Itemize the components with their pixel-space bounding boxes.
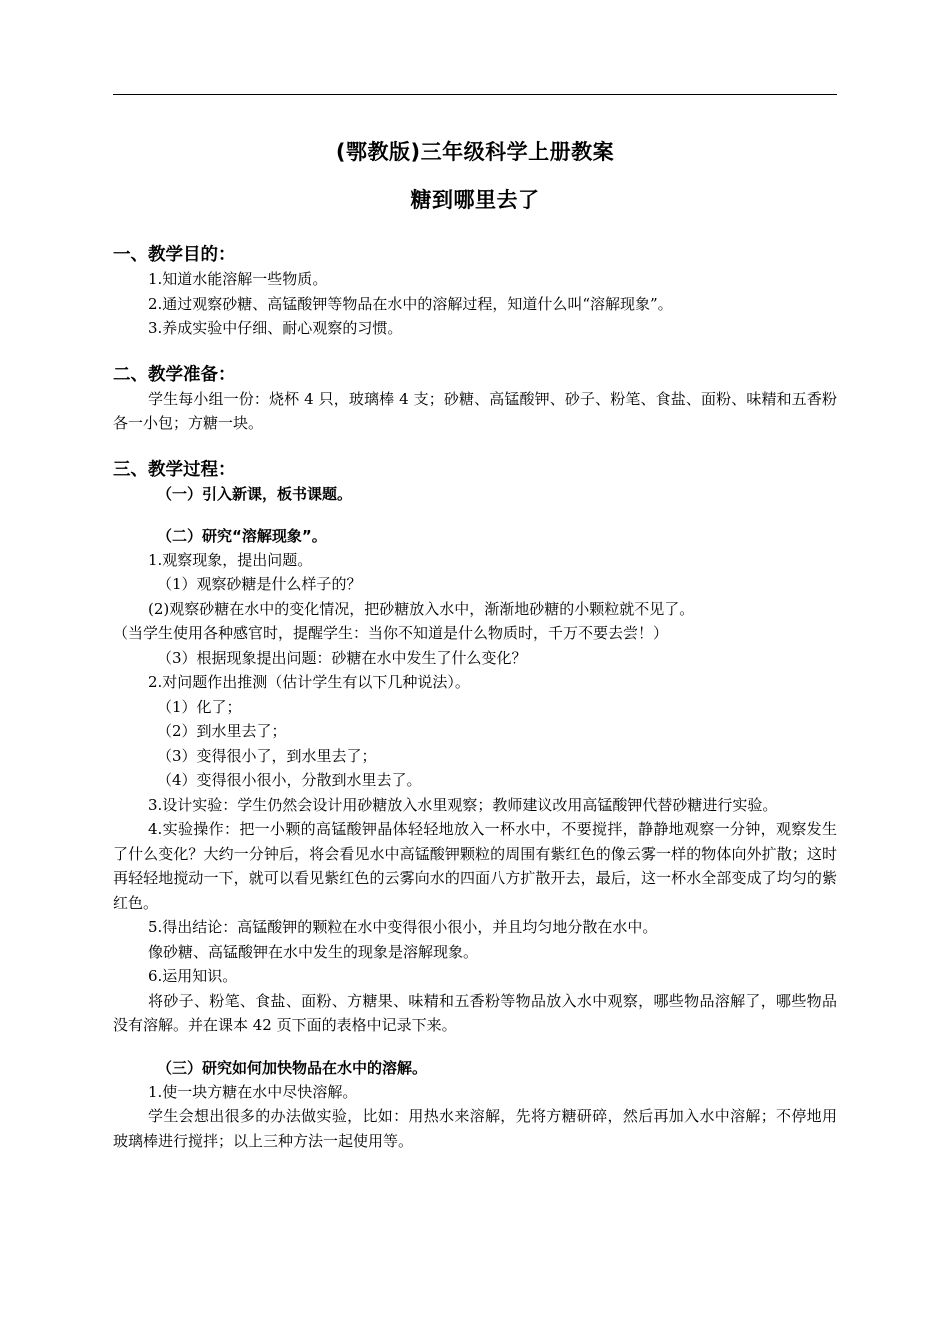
paragraph: （当学生使用各种感官时，提醒学生：当你不知道是什么物质时，千万不要去尝！） — [113, 624, 669, 642]
paragraph: （3）变得很小了，到水里去了； — [157, 746, 377, 765]
paragraph: 学生会想出很多的办法做实验，比如：用热水来溶解，先将方糖研碎，然后再加入水中溶解；不停地用玻璃棒进行搅拌；以上三种方法一起使用等。 — [113, 1107, 837, 1150]
paragraph: （4）变得很小很小，分散到水里去了。 — [157, 771, 422, 789]
section-heading: 三、教学过程： — [113, 459, 236, 480]
paragraph: 5.得出结论：高锰酸钾的颗粒在水中变得很小很小，并且均匀地分散在水中。 — [148, 918, 658, 936]
document-title: (鄂教版)三年级科学上册教案 — [335, 140, 615, 164]
document-page — [113, 125, 837, 1153]
lesson-title: 糖到哪里去了 — [410, 188, 540, 212]
section-heading: 一、教学目的： — [113, 245, 236, 265]
paragraph: 1.知道水能溶解一些物质。 — [148, 270, 328, 288]
paragraph: 3.设计实验：学生仍然会设计用砂糖放入水里观察；教师建议改用高锰酸钾代替砂糖进行实验。 — [148, 795, 778, 814]
paragraph: 2.通过观察砂糖、高锰酸钾等物品在水中的溶解过程，知道什么叫“溶解现象”。 — [148, 294, 673, 313]
paragraph: 4.实验操作：把一小颗的高锰酸钾晶体轻轻地放入一杯水中，不要搅拌，静静地观察一分钟，观察发生了什么变化？大约一分钟后，将会看见水中高锰酸钾颗粒的周围有紫红色的像云雾一样的物体向外扩散；这时再轻轻地搅动一下，就可以看见紫红色的云雾向水的四面八方扩散开去，最后，这一杯水全部变成了均匀的紫红色。 — [113, 820, 837, 912]
paragraph: （2）到水里去了； — [157, 722, 287, 740]
subsection-heading: （二）研究“溶解现象”。 — [157, 526, 327, 545]
section-process — [113, 458, 837, 1154]
paragraph: 将砂子、粉笔、食盐、面粉、方糖果、味精和五香粉等物品放入水中观察，哪些物品溶解了，哪些物品没有溶解。并在课本 42 页下面的表格中记录下来。 — [113, 991, 837, 1034]
paragraph: （1）化了； — [157, 697, 242, 716]
paragraph: 1.观察现象，提出问题。 — [148, 550, 313, 569]
paragraph: 2.对问题作出推测（估计学生有以下几种说法）。 — [148, 673, 470, 691]
paragraph: 1.使一块方糖在水中尽快溶解。 — [148, 1082, 358, 1101]
paragraph: 像砂糖、高锰酸钾在水中发生的现象是溶解现象。 — [148, 942, 479, 961]
paragraph: 3.养成实验中仔细、耐心观察的习惯。 — [148, 319, 403, 337]
header-rule — [113, 94, 837, 95]
subsection-heading: （三）研究如何加快物品在水中的溶解。 — [157, 1058, 428, 1077]
subsection-heading: （一）引入新课，板书课题。 — [157, 484, 353, 503]
paragraph: （3）根据现象提出问题：砂糖在水中发生了什么变化？ — [157, 648, 527, 667]
paragraph: （1）观察砂糖是什么样子的？ — [157, 575, 362, 593]
paragraph: 6.运用知识。 — [148, 967, 238, 985]
section-preparation — [113, 363, 837, 436]
paragraph: (2)观察砂糖在水中的变化情况，把砂糖放入水中，渐渐地砂糖的小颗粒就不见了。 — [148, 599, 695, 618]
section-heading: 二、教学准备： — [113, 364, 236, 385]
paragraph: 学生每小组一份：烧杯 4 只，玻璃棒 4 支；砂糖、高锰酸钾、砂子、粉笔、食盐、面粉、味精和五香粉各一小包；方糖一块。 — [113, 389, 837, 432]
section-objectives — [113, 243, 837, 341]
